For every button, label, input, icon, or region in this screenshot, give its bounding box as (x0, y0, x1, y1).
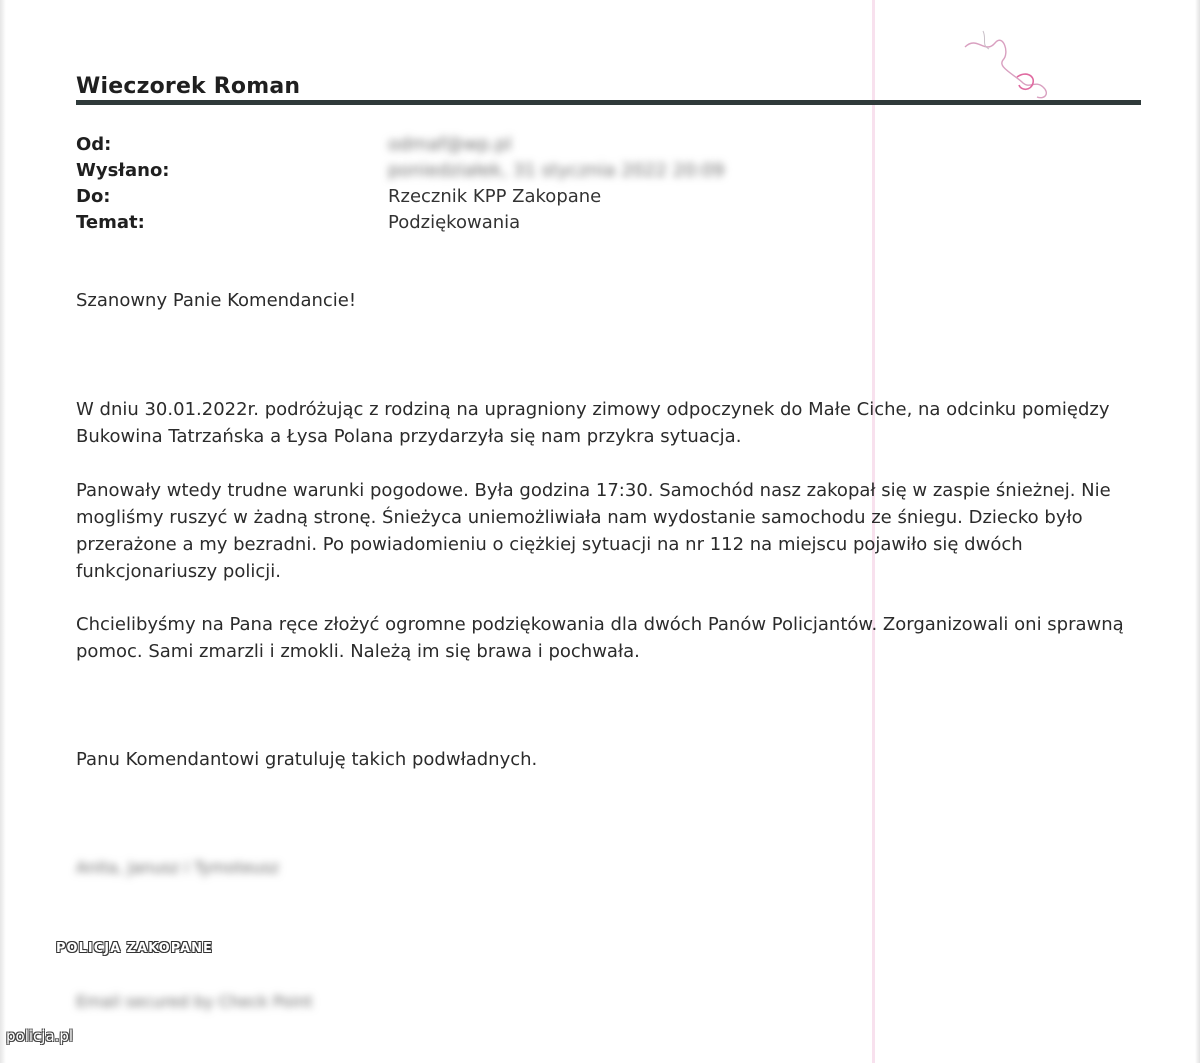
from-label: Od: (76, 134, 112, 155)
sent-value-redacted: poniedziałek, 31 stycznia 2022 20:09 (388, 160, 725, 181)
footer-note-redacted: Email secured by Check Point (76, 992, 313, 1011)
scan-edge-left (0, 0, 6, 1063)
paragraph-conditions: Panowały wtedy trudne warunki pogodowe. Była godzina 17:30. Samochód nasz zakopał się w zaspie śnieżnej. Nie mogliśmy ruszyć w żadną stronę. Śnieżyca uniemożliwiała nam wydostanie samochodu ze śniegu. Dziecko było przerażone a my bezradni. Po powiadomieniu o ciężkiej sytuacji na nr 112 na miejscu pojawiło się dwóch funkcjonariuszy policji. (76, 480, 1111, 582)
sent-label: Wysłano: (76, 160, 170, 181)
subject-value: Podziękowania (388, 212, 521, 233)
paragraph-incident: W dniu 30.01.2022r. podróżując z rodziną na upragniony zimowy odpoczynek do Małe Ciche, na odcinku pomiędzy Bukowina Tatrzańska a Łysa Polana przydarzyła się nam przykra sytuacja. (76, 399, 1110, 447)
paragraph-thanks: Chcielibyśmy na Pana ręce złożyć ogromne podziękowania dla dwóch Panów Policjantów. Zorganizowali oni sprawną pomoc. Sami zmarzli i zmokli. Należą im się brawa i pochwała. (76, 614, 1124, 662)
to-value: Rzecznik KPP Zakopane (388, 186, 602, 207)
closing-line: Panu Komendantowi gratuluję takich podwładnych. (76, 749, 538, 770)
watermark-site: policja.pl (6, 1027, 74, 1045)
header-divider (76, 100, 1141, 105)
greeting: Szanowny Panie Komendancie! (76, 290, 357, 311)
to-label: Do: (76, 186, 111, 207)
sender-name: Wieczorek Roman (76, 74, 301, 99)
meta-to-row (76, 186, 1076, 212)
meta-from-row (76, 134, 1076, 160)
ink-doodle-mark (955, 25, 1065, 110)
meta-subject-row (76, 212, 1076, 238)
from-value-redacted: odmaf@wp.pl (388, 134, 512, 155)
scan-edge-right (1195, 0, 1200, 1063)
watermark-police-zakopane: POLICJA ZAKOPANE (56, 941, 213, 956)
subject-label: Temat: (76, 212, 145, 233)
signature-redacted: Anita, Janusz i Tymoteusz (76, 858, 280, 877)
meta-sent-row (76, 160, 1076, 186)
